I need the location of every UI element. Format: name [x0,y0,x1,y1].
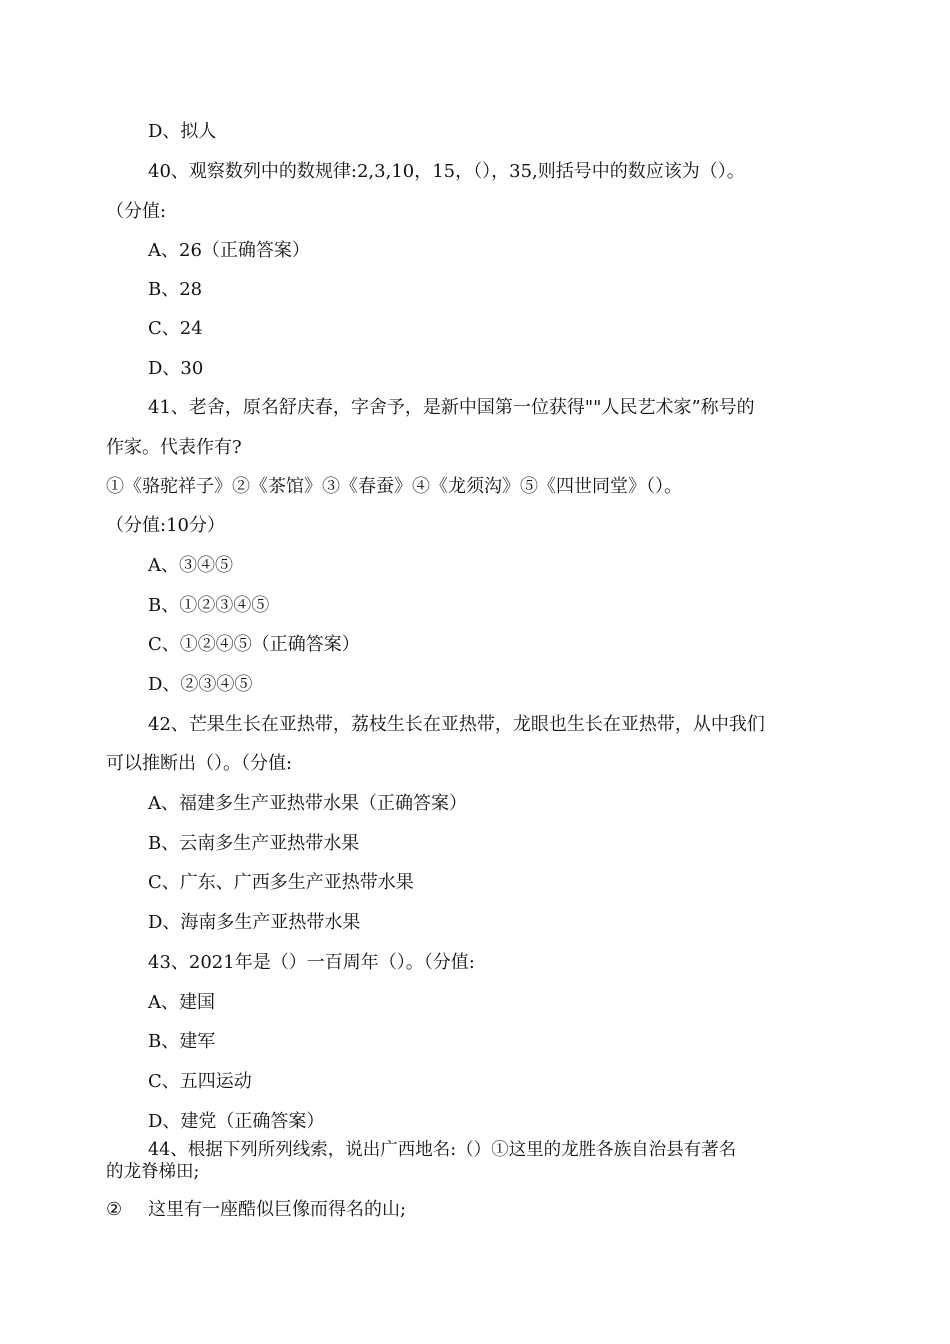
q44-stem-line1: 44、根据下列所列线索，说出广西地名:（）①这里的龙胜各族自治县有著名 [148,1140,737,1160]
q42-stem-line2: 可以推断出（）。（分值: [106,753,293,774]
q41-score: （分值:10分） [106,515,225,536]
q42-option-c: C、广东、广西多生产亚热带水果 [148,872,414,893]
q43-option-a: A、建国 [148,992,215,1013]
q40-option-d: D、30 [148,358,204,379]
q40-option-a: A、26（正确答案） [148,240,310,261]
q41-option-d: D、②③④⑤ [148,674,253,695]
q41-stem-line2: 作家。代表作有? [106,437,242,458]
q41-option-a: A、③④⑤ [148,555,233,576]
q43-option-b: B、建军 [148,1031,216,1052]
q40-stem: 40、观察数列中的数规律:2,3,10，15，（），35,则括号中的数应该为（）。 [148,161,745,182]
q44-stem-line2: 的龙脊梯田; [106,1162,200,1182]
q40-option-c: C、24 [148,318,203,339]
q42-stem-line1: 42、芒果生长在亚热带，荔枝生长在亚热带，龙眼也生长在亚热带，从中我们 [148,714,765,735]
q39-option-d: D、拟人 [148,121,217,142]
q43-stem: 43、2021年是（）一百周年（）。（分值: [148,952,475,973]
q43-option-d: D、建党（正确答案） [148,1111,325,1132]
q44-clue2-marker: ② [106,1199,123,1220]
q42-option-d: D、海南多生产亚热带水果 [148,912,361,933]
q44-clue2-text: 这里有一座酷似巨像而得名的山; [148,1199,407,1220]
q42-option-a: A、福建多生产亚热带水果（正确答案） [148,793,467,814]
q41-stem-line1: 41、老舍，原名舒庆春，字舍予，是新中国第一位获得""人民艺术家”称号的 [148,397,755,418]
q40-option-b: B、28 [148,279,203,300]
q43-option-c: C、五四运动 [148,1071,252,1092]
q41-option-b: B、①②③④⑤ [148,595,270,616]
q41-option-c: C、①②④⑤（正确答案） [148,634,360,655]
q40-score: （分值: [106,201,167,222]
q41-works-list: ①《骆驼祥子》②《茶馆》③《春蚕》④《龙须沟》⑤《四世同堂》（）。 [106,476,682,497]
q42-option-b: B、云南多生产亚热带水果 [148,833,360,854]
